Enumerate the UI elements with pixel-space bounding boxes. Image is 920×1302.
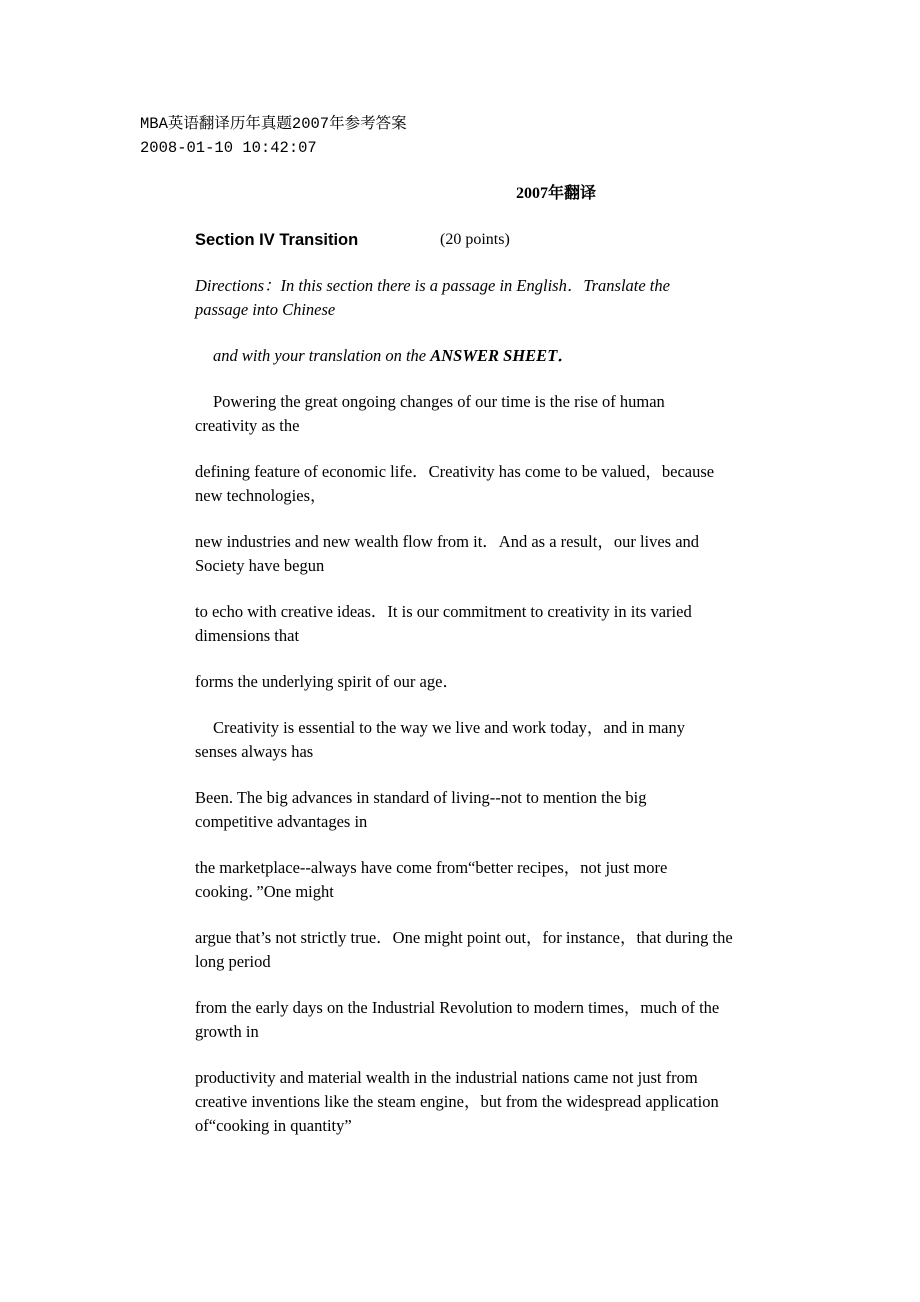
directions-line: passage into Chinese xyxy=(195,300,336,319)
passage-paragraph xyxy=(195,786,790,834)
passage-line: productivity and material wealth in the industrial nations came not just from xyxy=(195,1068,698,1087)
passage-line: competitive advantages in xyxy=(195,812,368,831)
passage-paragraph xyxy=(195,1066,790,1138)
passage-line: long period xyxy=(195,952,271,971)
document-meta xyxy=(140,112,407,160)
passage-paragraph xyxy=(195,670,790,694)
passage-line: creative inventions like the steam engine，but from the widespread application xyxy=(195,1092,719,1111)
passage-line: senses always has xyxy=(195,742,314,761)
passage-line: from the early days on the Industrial Revolution to modern times，much of the xyxy=(195,998,720,1017)
passage-paragraph xyxy=(195,390,790,438)
passage-line: new technologies， xyxy=(195,486,327,505)
meta-title: MBA英语翻译历年真题2007年参考答案 xyxy=(140,115,407,133)
passage-line: the marketplace--always have come from“better recipes，not just more xyxy=(195,858,668,877)
answer-sheet-emphasis: ANSWER SHEET． xyxy=(430,346,574,365)
passage-line: Powering the great ongoing changes of our time is the rise of human xyxy=(213,392,665,411)
passage-paragraph xyxy=(195,600,790,648)
section-name: Section IV Transition xyxy=(195,231,359,249)
passage-paragraph xyxy=(195,716,790,764)
section-heading xyxy=(195,228,510,253)
passage-line: Been. The big advances in standard of living--not to mention the big xyxy=(195,788,647,807)
passage-paragraph xyxy=(195,926,790,974)
directions-answer-line xyxy=(195,344,790,368)
passage-line: defining feature of economic life．Creativity has come to be valued，because xyxy=(195,462,715,481)
passage-line: argue that’s not strictly true．One might point out，for instance，that during the xyxy=(195,928,733,947)
passage-line: creativity as the xyxy=(195,416,300,435)
passage-line: growth in xyxy=(195,1022,259,1041)
passage-line: new industries and new wealth flow from it．And as a result，our lives and xyxy=(195,532,700,551)
passage-paragraph xyxy=(195,530,790,578)
directions-block xyxy=(195,274,790,322)
passage-line: to echo with creative ideas．It is our commitment to creativity in its varied xyxy=(195,602,692,621)
passage-line: forms the underlying spirit of our age． xyxy=(195,672,459,691)
directions-text: and with your translation on the xyxy=(213,346,431,365)
passage-paragraph xyxy=(195,856,790,904)
section-points: (20 points) xyxy=(440,231,510,248)
passage-line: dimensions that xyxy=(195,626,300,645)
passage-line: Creativity is essential to the way we live and work today，and in many xyxy=(213,718,685,737)
page-title: 2007年翻译 xyxy=(516,185,597,202)
directions-line: Directions：In this section there is a passage in English．Translate the xyxy=(195,276,670,295)
passage-line: cooking．”One might xyxy=(195,882,334,901)
passage-line: Society have begun xyxy=(195,556,325,575)
passage-paragraph xyxy=(195,460,790,508)
passage-line: of“cooking in quantity” xyxy=(195,1116,352,1135)
meta-timestamp: 2008-01-10 10:42:07 xyxy=(140,139,317,157)
passage-paragraph xyxy=(195,996,790,1044)
